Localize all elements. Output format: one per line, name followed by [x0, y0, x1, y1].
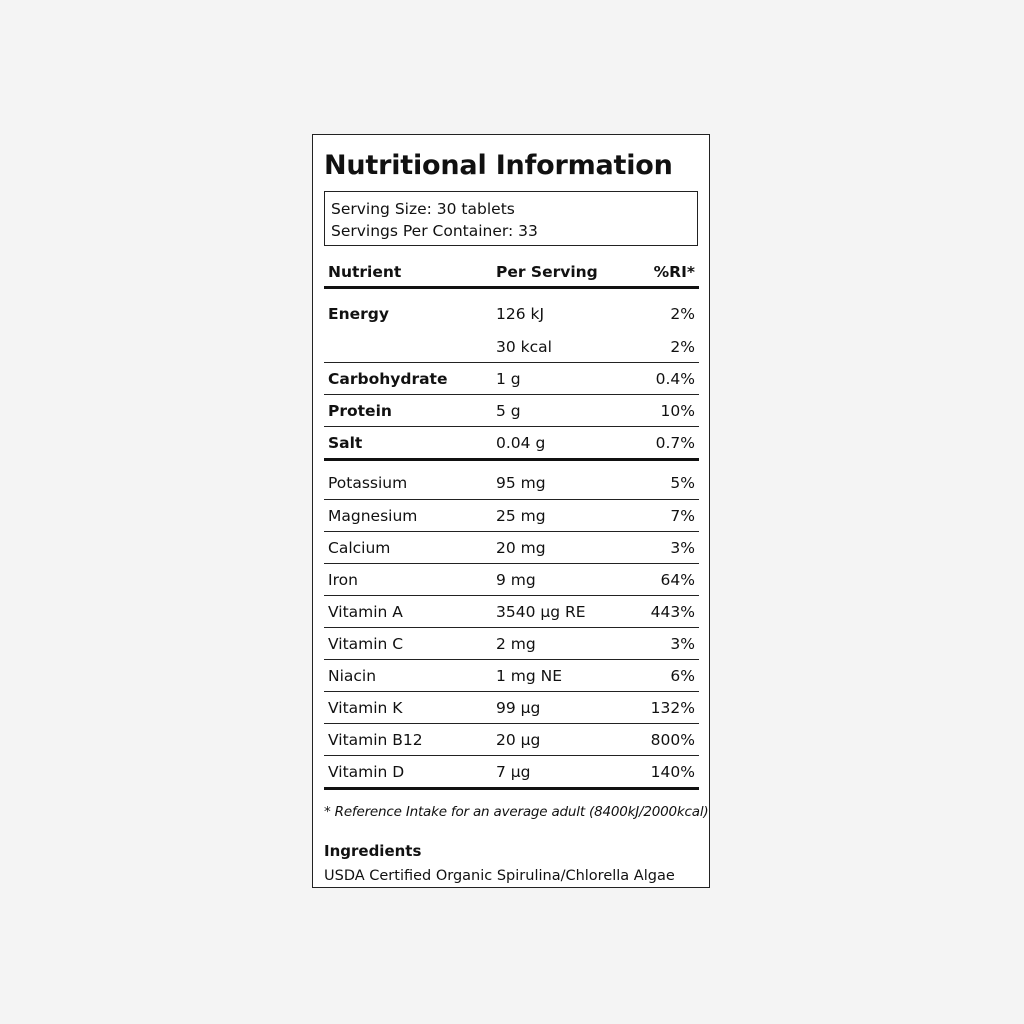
nutrient-ri: 2%: [622, 331, 699, 363]
nutrient-table: [324, 258, 699, 790]
nutrient-amount: 20 µg: [492, 724, 622, 756]
nutrient-name: Protein: [324, 395, 492, 427]
table-row: [324, 331, 699, 363]
nutrient-name: Vitamin K: [324, 692, 492, 724]
nutrient-amount: 20 mg: [492, 532, 622, 564]
table-header-row: [324, 258, 699, 288]
ingredients-text: USDA Certified Organic Spirulina/Chlorella Algae: [324, 868, 675, 884]
table-row: [324, 500, 699, 532]
table-row: [324, 460, 699, 500]
nutrient-amount: 5 g: [492, 395, 622, 427]
nutrient-ri: 0.7%: [622, 427, 699, 460]
ingredients-heading: Ingredients: [324, 842, 422, 860]
table-row: [324, 756, 699, 789]
nutrient-name: Vitamin B12: [324, 724, 492, 756]
nutrient-name: [324, 331, 492, 363]
nutrient-amount: 3540 µg RE: [492, 596, 622, 628]
table-row: [324, 395, 699, 427]
nutrient-amount: 1 g: [492, 363, 622, 395]
nutrient-amount: 95 mg: [492, 460, 622, 500]
nutrient-name: Vitamin D: [324, 756, 492, 789]
nutrient-name: Iron: [324, 564, 492, 596]
nutrient-ri: 3%: [622, 532, 699, 564]
nutrient-name: Calcium: [324, 532, 492, 564]
nutrient-amount: 0.04 g: [492, 427, 622, 460]
nutrient-ri: 10%: [622, 395, 699, 427]
ri-footnote: * Reference Intake for an average adult (8400kJ/2000kcal): [324, 804, 709, 820]
nutrient-amount: 9 mg: [492, 564, 622, 596]
nutrient-amount: 30 kcal: [492, 331, 622, 363]
nutrient-name: Vitamin A: [324, 596, 492, 628]
nutrient-name: Salt: [324, 427, 492, 460]
table-row: [324, 596, 699, 628]
servings-per-container: Servings Per Container: 33: [331, 222, 538, 240]
nutrient-name: Magnesium: [324, 500, 492, 532]
header-ri: %RI*: [622, 258, 699, 288]
table-row: [324, 427, 699, 460]
nutrient-name: Carbohydrate: [324, 363, 492, 395]
nutrient-amount: 7 µg: [492, 756, 622, 789]
nutrient-ri: 64%: [622, 564, 699, 596]
nutrient-ri: 7%: [622, 500, 699, 532]
nutrient-ri: 132%: [622, 692, 699, 724]
nutrient-ri: 140%: [622, 756, 699, 789]
nutrient-name: Potassium: [324, 460, 492, 500]
nutrient-amount: 25 mg: [492, 500, 622, 532]
table-row: [324, 363, 699, 395]
table-row: [324, 692, 699, 724]
table-row: [324, 660, 699, 692]
nutrient-ri: 0.4%: [622, 363, 699, 395]
table-row: [324, 628, 699, 660]
table-row: [324, 724, 699, 756]
nutrient-ri: 5%: [622, 460, 699, 500]
nutrient-amount: 2 mg: [492, 628, 622, 660]
nutrient-ri: 800%: [622, 724, 699, 756]
table-row: [324, 564, 699, 596]
table-row: [324, 288, 699, 332]
nutrient-ri: 6%: [622, 660, 699, 692]
nutrient-name: Energy: [328, 305, 389, 323]
nutrient-amount: 1 mg NE: [492, 660, 622, 692]
nutrient-amount: 99 µg: [492, 692, 622, 724]
nutrient-ri: 2%: [670, 305, 695, 323]
nutrient-amount: 126 kJ: [496, 305, 545, 323]
serving-info-box: [324, 191, 698, 246]
label-title: Nutritional Information: [324, 150, 673, 181]
header-per-serving: Per Serving: [492, 258, 622, 288]
table-row: [324, 532, 699, 564]
header-nutrient: Nutrient: [324, 258, 492, 288]
nutrient-name: Niacin: [324, 660, 492, 692]
serving-size: Serving Size: 30 tablets: [331, 200, 515, 218]
nutrient-name: Vitamin C: [324, 628, 492, 660]
nutrition-label: [312, 134, 710, 888]
nutrient-ri: 3%: [622, 628, 699, 660]
nutrient-ri: 443%: [622, 596, 699, 628]
